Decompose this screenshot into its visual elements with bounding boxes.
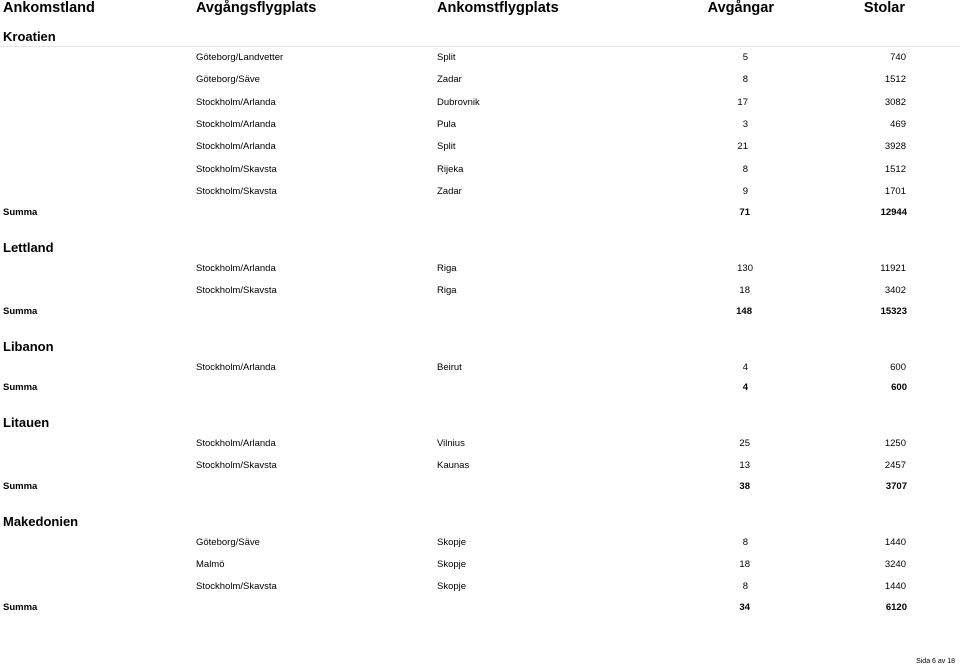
cell-arrival-airport: Vilnius (437, 438, 465, 449)
cell-departure-airport: Malmö (196, 559, 225, 570)
cell-seats: 1512 (884, 164, 906, 175)
country-heading: Makedonien (3, 514, 79, 529)
cell-arrival-airport: Split (437, 52, 456, 63)
page-number: Sida 6 av 18 (916, 658, 955, 665)
cell-departure-airport: Stockholm/Skavsta (196, 186, 277, 197)
cell-departures: 8 (742, 537, 748, 548)
summa-label: Summa (3, 382, 38, 393)
cell-departure-airport: Stockholm/Arlanda (196, 263, 276, 274)
country-heading: Litauen (3, 415, 50, 430)
cell-seats: 469 (890, 119, 906, 130)
cell-arrival-airport: Zadar (437, 74, 462, 85)
cell-seats: 1701 (884, 186, 906, 197)
cell-arrival-airport: Riga (437, 263, 457, 274)
summa-label: Summa (3, 306, 38, 317)
cell-departure-airport: Stockholm/Arlanda (196, 97, 276, 108)
header-arrival-airport: Ankomstflygplats (437, 0, 559, 16)
divider (0, 46, 960, 47)
cell-arrival-airport: Dubrovnik (437, 97, 480, 108)
country-heading: Libanon (3, 339, 54, 354)
cell-arrival-airport: Zadar (437, 186, 462, 197)
summa-seats: 12944 (880, 207, 907, 218)
cell-departures: 8 (742, 164, 748, 175)
header-departure-airport: Avgångsflygplats (196, 0, 317, 16)
cell-seats: 740 (890, 52, 906, 63)
summa-seats: 6120 (885, 602, 907, 613)
cell-seats: 1440 (884, 537, 906, 548)
header-destination: Ankomstland (3, 0, 95, 16)
cell-seats: 3402 (884, 285, 906, 296)
cell-seats: 1512 (884, 74, 906, 85)
cell-departures: 3 (742, 119, 748, 130)
summa-seats: 15323 (880, 306, 907, 317)
cell-seats: 1250 (884, 438, 906, 449)
cell-departures: 17 (737, 97, 748, 108)
summa-departures: 34 (739, 602, 750, 613)
header-seats: Stolar (863, 0, 905, 16)
cell-departures: 8 (742, 74, 748, 85)
cell-departures: 4 (742, 362, 748, 373)
header-departures: Avgångar (707, 0, 774, 16)
summa-label: Summa (3, 207, 38, 218)
cell-departure-airport: Stockholm/Arlanda (196, 119, 276, 130)
country-heading: Lettland (3, 240, 54, 255)
summa-seats: 3707 (885, 481, 907, 492)
cell-departures: 18 (739, 285, 750, 296)
cell-seats: 3082 (884, 97, 906, 108)
country-heading: Kroatien (3, 29, 56, 44)
cell-arrival-airport: Rijeka (437, 164, 464, 175)
cell-departures: 130 (737, 263, 753, 274)
summa-label: Summa (3, 481, 38, 492)
summa-label: Summa (3, 602, 38, 613)
summa-departures: 38 (739, 481, 750, 492)
cell-departures: 13 (739, 460, 750, 471)
cell-arrival-airport: Pula (437, 119, 457, 130)
cell-departure-airport: Stockholm/Arlanda (196, 438, 276, 449)
cell-seats: 600 (890, 362, 906, 373)
cell-seats: 11921 (880, 263, 906, 274)
cell-arrival-airport: Riga (437, 285, 457, 296)
cell-departure-airport: Stockholm/Skavsta (196, 285, 277, 296)
cell-arrival-airport: Skopje (437, 559, 467, 570)
cell-departures: 8 (742, 581, 748, 592)
cell-departure-airport: Stockholm/Skavsta (196, 460, 277, 471)
cell-departures: 18 (739, 559, 750, 570)
summa-seats: 600 (891, 382, 907, 393)
summa-departures: 71 (739, 207, 750, 218)
cell-departure-airport: Göteborg/Landvetter (196, 52, 284, 63)
cell-departure-airport: Stockholm/Skavsta (196, 164, 277, 175)
summa-departures: 4 (742, 382, 748, 393)
summa-departures: 148 (736, 306, 752, 317)
cell-departure-airport: Göteborg/Säve (196, 537, 260, 548)
cell-departure-airport: Stockholm/Arlanda (196, 362, 276, 373)
cell-departures: 5 (742, 52, 748, 63)
cell-departure-airport: Göteborg/Säve (196, 74, 260, 85)
cell-seats: 3928 (884, 141, 906, 152)
cell-departures: 25 (739, 438, 750, 449)
cell-arrival-airport: Skopje (437, 581, 467, 592)
cell-arrival-airport: Beirut (437, 362, 462, 373)
cell-seats: 2457 (884, 460, 906, 471)
cell-departure-airport: Stockholm/Arlanda (196, 141, 276, 152)
cell-departures: 9 (742, 186, 748, 197)
cell-seats: 3240 (884, 559, 906, 570)
cell-departures: 21 (737, 141, 748, 152)
cell-arrival-airport: Kaunas (437, 460, 470, 471)
cell-departure-airport: Stockholm/Skavsta (196, 581, 277, 592)
cell-seats: 1440 (884, 581, 906, 592)
cell-arrival-airport: Split (437, 141, 456, 152)
cell-arrival-airport: Skopje (437, 537, 467, 548)
